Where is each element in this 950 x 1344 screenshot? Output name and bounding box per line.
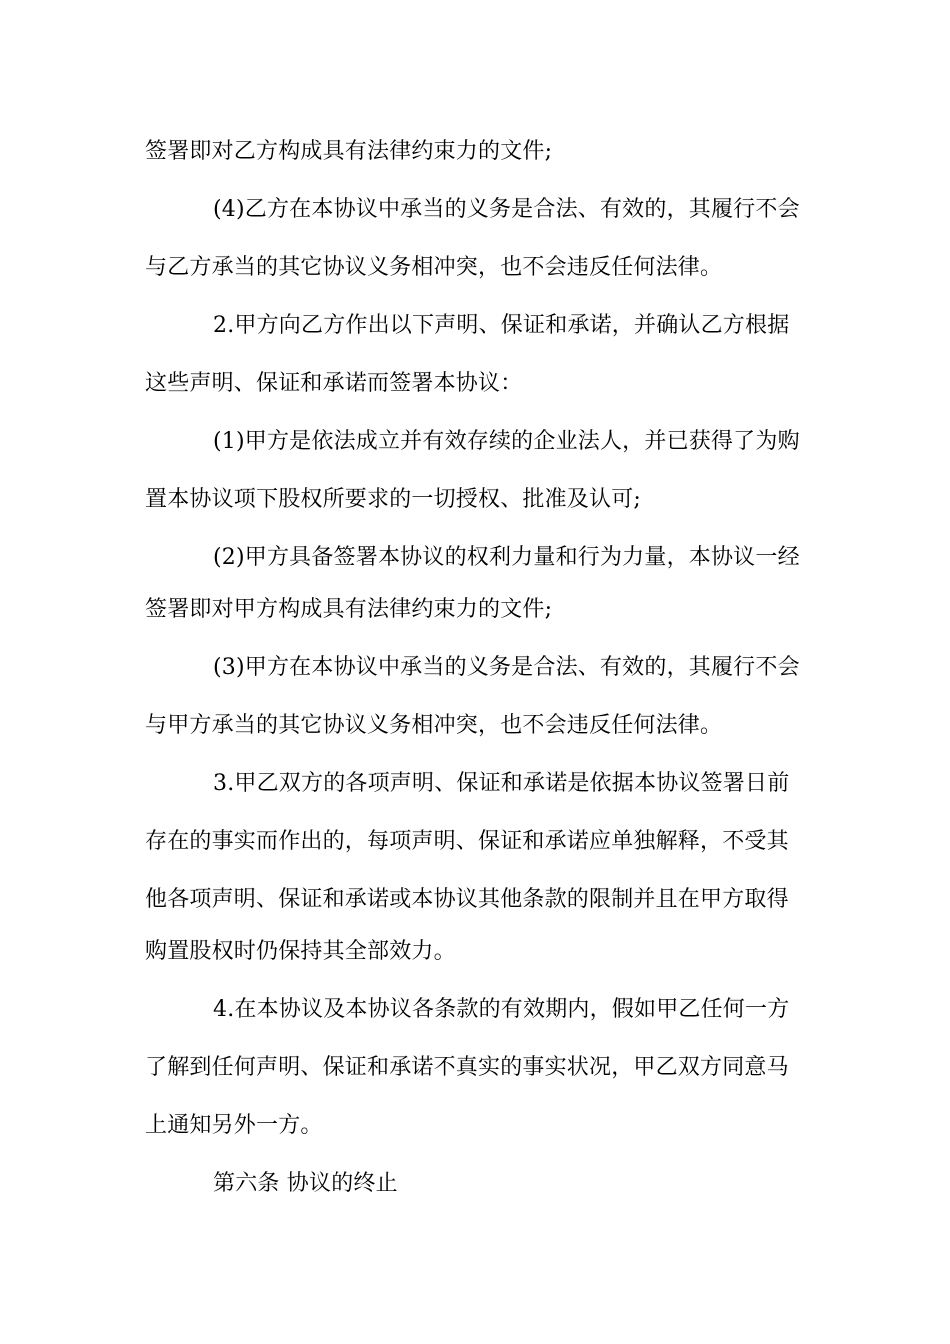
text-line: 上通知另外一方。 [145, 1113, 323, 1138]
text-line: 了解到任何声明、保证和承诺不真实的事实状况，甲乙双方同意马 [145, 1055, 789, 1080]
text-line: (4)乙方在本协议中承当的义务是合法、有效的，其履行不会 [213, 197, 800, 222]
text-line: 购置股权时仍保持其全部效力。 [145, 939, 456, 964]
text-line: 签署即对甲方构成具有法律约束力的文件; [145, 597, 553, 622]
text-line: 这些声明、保证和承诺而签署本协议： [145, 371, 523, 396]
text-line: 与甲方承当的其它协议义务相冲突，也不会违反任何法律。 [145, 713, 723, 738]
text-line: 4.在本协议及本协议各条款的有效期内，假如甲乙任何一方 [213, 997, 790, 1022]
text-line: (1)甲方是依法成立并有效存续的企业法人，并已获得了为购 [213, 429, 800, 454]
text-line: 与乙方承当的其它协议义务相冲突，也不会违反任何法律。 [145, 255, 723, 280]
text-line: 签署即对乙方构成具有法律约束力的文件; [145, 139, 553, 164]
section-heading: 第六条 协议的终止 [213, 1171, 398, 1196]
text-line: 他各项声明、保证和承诺或本协议其他条款的限制并且在甲方取得 [145, 887, 789, 912]
text-line: 3.甲乙双方的各项声明、保证和承诺是依据本协议签署日前 [213, 771, 790, 796]
text-line: (2)甲方具备签署本协议的权利力量和行为力量，本协议一经 [213, 545, 800, 570]
text-line: 置本协议项下股权所要求的一切授权、批准及认可; [145, 487, 642, 512]
text-line: (3)甲方在本协议中承当的义务是合法、有效的，其履行不会 [213, 655, 800, 680]
text-line: 2.甲方向乙方作出以下声明、保证和承诺，并确认乙方根据 [213, 313, 790, 338]
text-line: 存在的事实而作出的，每项声明、保证和承诺应单独解释，不受其 [145, 829, 789, 854]
